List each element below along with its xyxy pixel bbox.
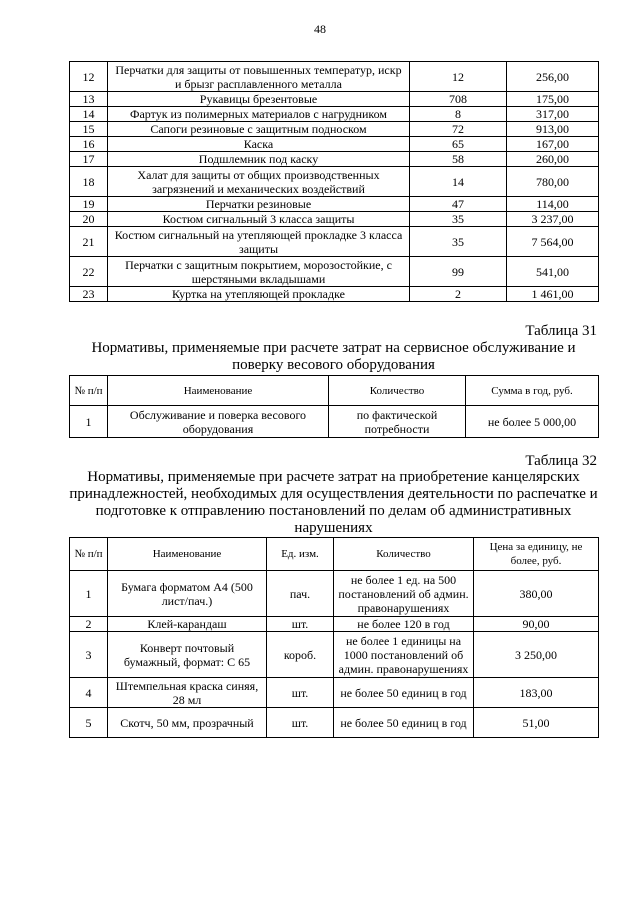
cell-n: 1 bbox=[70, 406, 108, 438]
cell-price: 114,00 bbox=[507, 197, 599, 212]
table-row bbox=[70, 617, 599, 632]
col-header-num: № п/п bbox=[70, 538, 108, 571]
cell-price: 7 564,00 bbox=[507, 227, 599, 257]
cell-price: 1 461,00 bbox=[507, 287, 599, 302]
table32-title: Нормативы, применяемые при расчете затрат на приобретение канцелярских принадлежностей, необходимых для осуществления деятельности по распечатке и подготовке к отправлению постановлений по делам об административных нарушениях bbox=[69, 469, 598, 536]
cell-n: 14 bbox=[70, 107, 108, 122]
cell-price: 51,00 bbox=[474, 708, 599, 738]
cell-qty: 99 bbox=[410, 257, 507, 287]
cell-price: 183,00 bbox=[474, 678, 599, 708]
table-row bbox=[70, 287, 599, 302]
cell-qty: 12 bbox=[410, 62, 507, 92]
cell-unit: пач. bbox=[267, 571, 334, 617]
cell-price: 256,00 bbox=[507, 62, 599, 92]
col-header-name: Наименование bbox=[108, 538, 267, 571]
table-row bbox=[70, 257, 599, 287]
cell-n: 1 bbox=[70, 571, 108, 617]
cell-n: 17 bbox=[70, 152, 108, 167]
col-header-qty: Количество bbox=[329, 376, 466, 406]
cell-n: 13 bbox=[70, 92, 108, 107]
cell-qty: 65 bbox=[410, 137, 507, 152]
cell-name: Бумага форматом А4 (500 лист/пач.) bbox=[108, 571, 267, 617]
cell-qty: не более 50 единиц в год bbox=[334, 678, 474, 708]
cell-n: 4 bbox=[70, 678, 108, 708]
table-row bbox=[70, 62, 599, 92]
cell-name: Сапоги резиновые с защитным подноском bbox=[108, 122, 410, 137]
cell-name: Скотч, 50 мм, прозрачный bbox=[108, 708, 267, 738]
cell-name: Каска bbox=[108, 137, 410, 152]
cell-n: 15 bbox=[70, 122, 108, 137]
cell-name: Перчатки с защитным покрытием, морозостойкие, с шерстяными вкладышами bbox=[108, 257, 410, 287]
table-row bbox=[70, 571, 599, 617]
cell-qty: 58 bbox=[410, 152, 507, 167]
cell-price: 3 237,00 bbox=[507, 212, 599, 227]
cell-price: 913,00 bbox=[507, 122, 599, 137]
cell-price: 90,00 bbox=[474, 617, 599, 632]
table-row bbox=[70, 678, 599, 708]
table-row bbox=[70, 212, 599, 227]
cell-n: 5 bbox=[70, 708, 108, 738]
page-number: 48 bbox=[314, 22, 326, 36]
cell-name: Рукавицы брезентовые bbox=[108, 92, 410, 107]
cell-n: 20 bbox=[70, 212, 108, 227]
cell-qty: 2 bbox=[410, 287, 507, 302]
col-header-unit: Ед. изм. bbox=[267, 538, 334, 571]
cell-price: 541,00 bbox=[507, 257, 599, 287]
cell-n: 21 bbox=[70, 227, 108, 257]
cell-qty: 72 bbox=[410, 122, 507, 137]
cell-name: Фартук из полимерных материалов с нагрудником bbox=[108, 107, 410, 122]
cell-n: 12 bbox=[70, 62, 108, 92]
table-row bbox=[70, 197, 599, 212]
cell-n: 18 bbox=[70, 167, 108, 197]
cell-name: Обслуживание и поверка весового оборудования bbox=[108, 406, 329, 438]
table-row bbox=[70, 708, 599, 738]
table-row bbox=[70, 406, 599, 438]
table31-label: Таблица 31 bbox=[525, 323, 597, 339]
cell-unit: шт. bbox=[267, 678, 334, 708]
col-header-sum: Сумма в год, руб. bbox=[466, 376, 599, 406]
cell-price: 260,00 bbox=[507, 152, 599, 167]
cell-qty: по фактической потребности bbox=[329, 406, 466, 438]
table32-label: Таблица 32 bbox=[525, 453, 597, 469]
cell-name: Костюм сигнальный 3 класса защиты bbox=[108, 212, 410, 227]
table-row bbox=[70, 92, 599, 107]
cell-unit: короб. bbox=[267, 632, 334, 678]
cell-qty: 8 bbox=[410, 107, 507, 122]
col-header-qty: Количество bbox=[334, 538, 474, 571]
cell-name: Клей-карандаш bbox=[108, 617, 267, 632]
cell-name: Куртка на утепляющей прокладке bbox=[108, 287, 410, 302]
cell-n: 22 bbox=[70, 257, 108, 287]
cell-qty: не более 1 ед. на 500 постановлений об админ. правонарушениях bbox=[334, 571, 474, 617]
table-row bbox=[70, 167, 599, 197]
table31 bbox=[69, 375, 599, 438]
cell-qty: 35 bbox=[410, 227, 507, 257]
cell-unit: шт. bbox=[267, 708, 334, 738]
cell-name: Конверт почтовый бумажный, формат: С 65 bbox=[108, 632, 267, 678]
cell-n: 2 bbox=[70, 617, 108, 632]
table31-title: Нормативы, применяемые при расчете затрат на сервисное обслуживание и поверку весового оборудования bbox=[91, 340, 576, 373]
cell-qty: не более 120 в год bbox=[334, 617, 474, 632]
cell-qty: 708 bbox=[410, 92, 507, 107]
cell-unit: шт. bbox=[267, 617, 334, 632]
cell-n: 16 bbox=[70, 137, 108, 152]
table-row bbox=[70, 227, 599, 257]
table-row bbox=[70, 632, 599, 678]
cell-qty: не более 50 единиц в год bbox=[334, 708, 474, 738]
cell-price: 167,00 bbox=[507, 137, 599, 152]
table-row bbox=[70, 107, 599, 122]
cell-name: Перчатки для защиты от повышенных температур, искр и брызг расплавленного металла bbox=[108, 62, 410, 92]
cell-price: 175,00 bbox=[507, 92, 599, 107]
table-row bbox=[70, 122, 599, 137]
cell-qty: 35 bbox=[410, 212, 507, 227]
cell-name: Халат для защиты от общих производственных загрязнений и механических воздействий bbox=[108, 167, 410, 197]
table-row bbox=[70, 152, 599, 167]
col-header-price: Цена за единицу, не более, руб. bbox=[474, 538, 599, 571]
cell-price: 317,00 bbox=[507, 107, 599, 122]
cell-qty: не более 1 единицы на 1000 постановлений об админ. правонарушениях bbox=[334, 632, 474, 678]
col-header-name: Наименование bbox=[108, 376, 329, 406]
col-header-num: № п/п bbox=[70, 376, 108, 406]
cell-n: 3 bbox=[70, 632, 108, 678]
cell-name: Костюм сигнальный на утепляющей прокладке 3 класса защиты bbox=[108, 227, 410, 257]
cell-qty: 47 bbox=[410, 197, 507, 212]
ppe-table bbox=[69, 61, 599, 302]
table-row bbox=[70, 137, 599, 152]
cell-name: Подшлемник под каску bbox=[108, 152, 410, 167]
cell-qty: 14 bbox=[410, 167, 507, 197]
cell-name: Перчатки резиновые bbox=[108, 197, 410, 212]
cell-price: 380,00 bbox=[474, 571, 599, 617]
cell-price: 780,00 bbox=[507, 167, 599, 197]
cell-price: 3 250,00 bbox=[474, 632, 599, 678]
cell-sum: не более 5 000,00 bbox=[466, 406, 599, 438]
cell-name: Штемпельная краска синяя, 28 мл bbox=[108, 678, 267, 708]
table32 bbox=[69, 537, 599, 738]
cell-n: 19 bbox=[70, 197, 108, 212]
cell-n: 23 bbox=[70, 287, 108, 302]
